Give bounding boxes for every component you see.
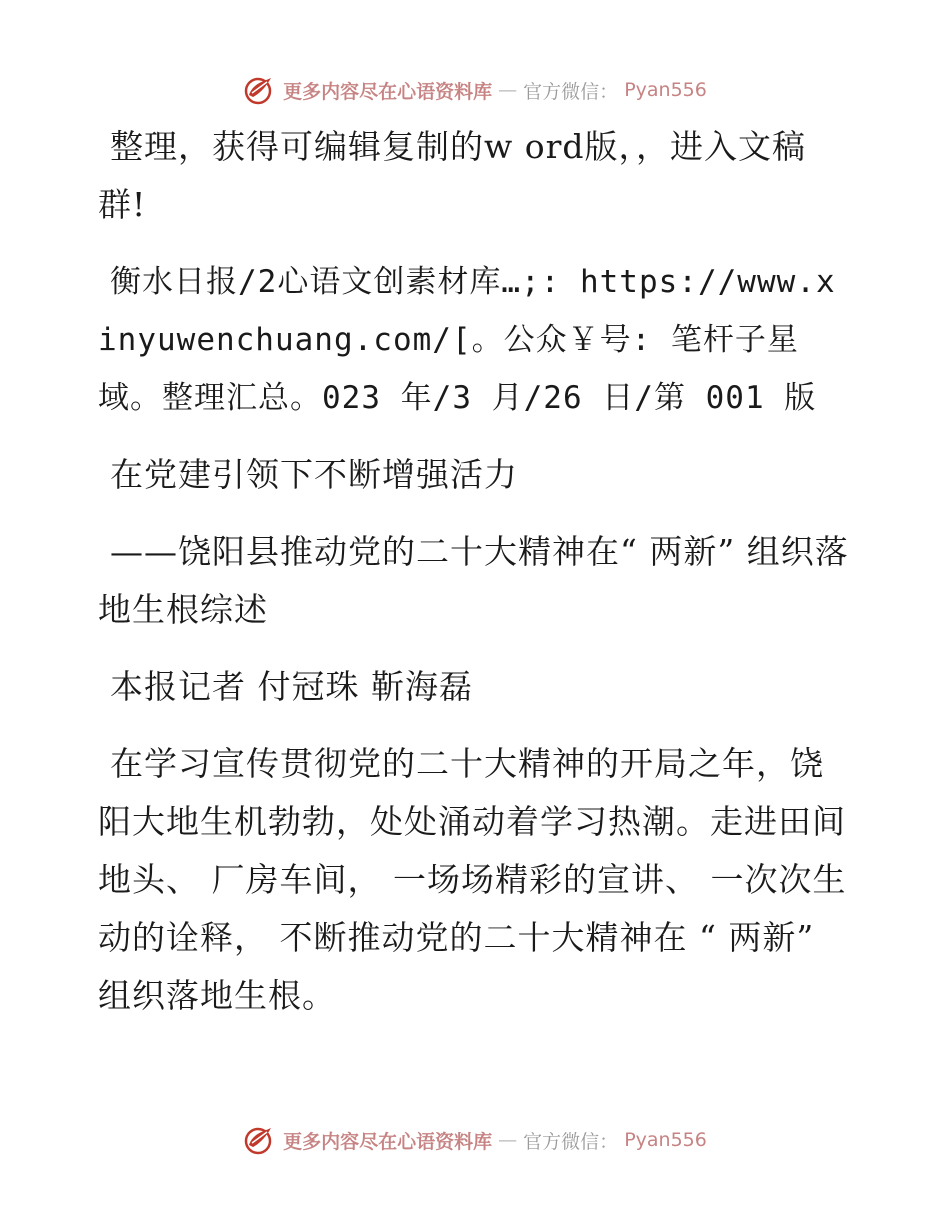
quill-swirl-logo	[243, 1123, 277, 1157]
banner-wechat-label: 官方微信：	[523, 1130, 619, 1153]
banner-wechat-id: Pyan556	[624, 79, 707, 101]
document-body	[98, 118, 850, 1044]
quill-swirl-logo	[243, 73, 277, 107]
banner-wechat-id: Pyan556	[624, 1129, 707, 1151]
article-byline: 本报记者 付冠珠 靳海磊	[110, 667, 473, 706]
header-banner	[0, 70, 950, 110]
article-paragraph: 在学习宣传贯彻党的二十大精神的开局之年，饶阳大地生机勃勃，处处涌动着学习热潮。走进田间地头、 厂房车间， 一场场精彩的宣讲、 一次次生动的诠释， 不断推动党的二十大精神在 “ 两新” 组织落地生根。	[98, 744, 847, 1015]
article-subtitle: ——饶阳县推动党的二十大精神在“ 两新” 组织落地生根综述	[98, 532, 849, 629]
source-paragraph: 衡水日报/2心语文创素材库…;: https://www.xinyuwenchuang.com/[。公众￥号: 笔杆子星域。整理汇总。023 年/3 月/26 日/第 001 版	[98, 264, 836, 416]
banner-text: 更多内容尽在心语资料库	[283, 1130, 493, 1153]
article-title: 在党建引领下不断增强活力	[110, 455, 518, 494]
footer-banner	[0, 1120, 950, 1160]
intro-paragraph: 整理，获得可编辑复制的w ord版，，进入文稿群!	[98, 127, 807, 224]
banner-separator: —	[498, 1129, 518, 1151]
banner-text: 更多内容尽在心语资料库	[283, 80, 493, 103]
banner-wechat-label: 官方微信：	[523, 80, 619, 103]
banner-separator: —	[498, 79, 518, 101]
